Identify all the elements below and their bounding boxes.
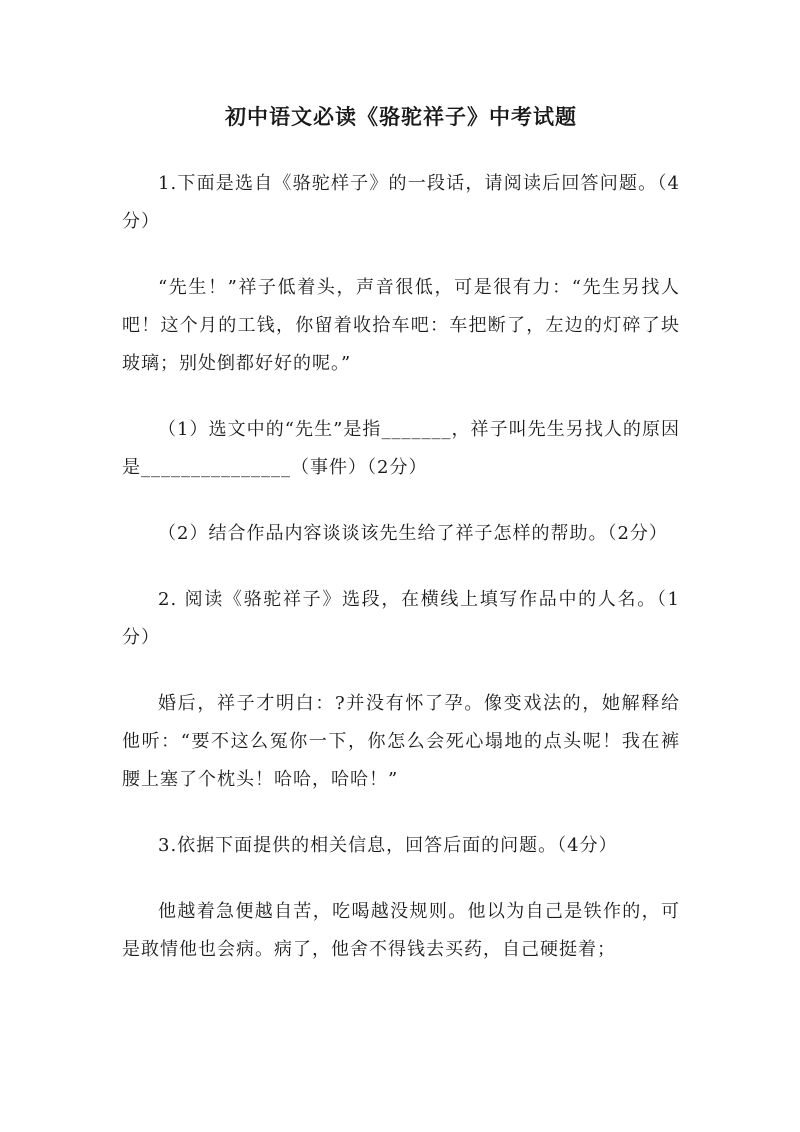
- question-1-sub-1: （1）选文中的“先生”是指_______，祥子叫先生另找人的原因是_______________（事件）（2分）: [122, 419, 680, 478]
- document-title: 初中语文必读《骆驼祥子》中考试题: [225, 104, 577, 129]
- question-3-passage: 他越着急便越自苦，吃喝越没规则。他以为自己是铁作的，可是敢情他也会病。病了，他舍不得钱去买药，自己硬挺着；: [122, 901, 680, 960]
- question-2-intro: 2. 阅读《骆驼祥子》选段，在横线上填写作品中的人名。（1分）: [122, 589, 680, 648]
- question-1-sub-2: （2）结合作品内容谈谈该先生给了祥子怎样的帮助。（2分）: [158, 523, 668, 544]
- question-3-intro: 3.依据下面提供的相关信息，回答后面的问题。（4分）: [158, 835, 618, 856]
- question-1-passage: “先生！”祥子低着头，声音很低，可是很有力：“先生另找人吧！这个月的工钱，你留着收拾车吧：车把断了，左边的灯碎了块玻璃；别处倒都好好的呢。”: [122, 277, 680, 374]
- question-1-intro: 1.下面是选自《骆驼样子》的一段话，请阅读后回答问题。（4分）: [122, 173, 680, 232]
- question-2-passage: 婚后，祥子才明白：?并没有怀了孕。像变戏法的，她解释给他听：“要不这么冤你一下，你怎么会死心塌地的点头呢！我在裤腰上塞了个枕头！哈哈，哈哈！”: [122, 693, 680, 790]
